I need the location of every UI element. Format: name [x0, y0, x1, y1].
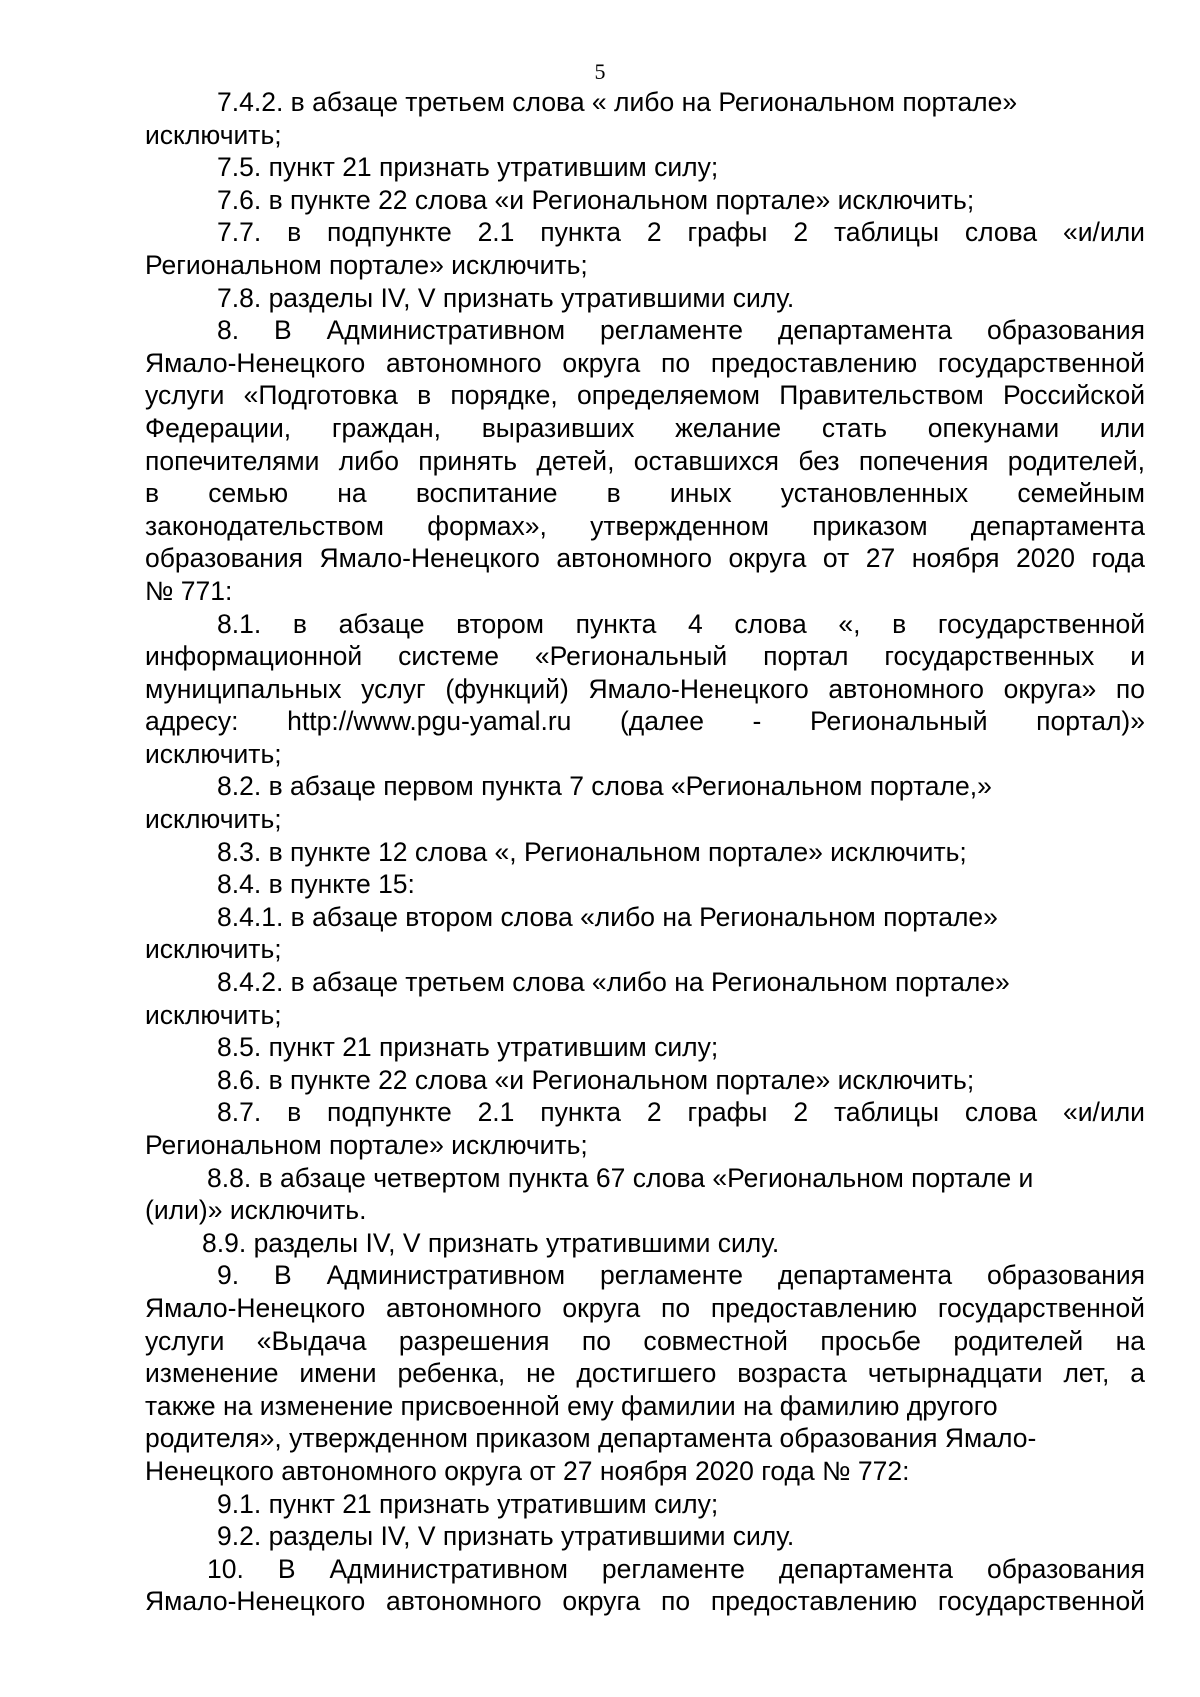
text-line: (или)» исключить. — [145, 1195, 367, 1226]
text-line: услуги «Выдача разрешения по совместной просьбе родителей на — [145, 1325, 1145, 1356]
text-line: 8.5. пункт 21 признать утратившим силу; — [217, 1032, 719, 1063]
text-line: исключить; — [145, 738, 282, 769]
text-line: 7.7. в подпункте 2.1 пункта 2 графы 2 таблицы слова «и/или — [217, 217, 1145, 248]
text-line: исключить; — [145, 119, 282, 150]
text-line: родителя», утвержденном приказом департамента образования Ямало- — [145, 1423, 1037, 1454]
text-line: образования Ямало-Ненецкого автономного округа от 27 ноября 2020 года — [145, 543, 1145, 574]
page-number: 5 — [594, 59, 606, 84]
text-line: Ямало-Ненецкого автономного округа по предоставлению государственной — [145, 347, 1145, 378]
text-line: 8.7. в подпункте 2.1 пункта 2 графы 2 таблицы слова «и/или — [217, 1097, 1145, 1128]
text-line: 9.1. пункт 21 признать утратившим силу; — [217, 1488, 719, 1519]
text-line: муниципальных услуг (функций) Ямало-Ненецкого автономного округа» по — [145, 673, 1145, 704]
text-line: исключить; — [145, 934, 282, 965]
text-line: исключить; — [145, 999, 282, 1030]
text-line: 7.5. пункт 21 признать утратившим силу; — [217, 152, 719, 183]
text-line: 9.2. разделы IV, V признать утратившими силу. — [217, 1521, 795, 1552]
text-line: Федерации, граждан, выразивших желание стать опекунами или — [145, 412, 1145, 443]
text-line: попечителями либо принять детей, оставшихся без попечения родителей, — [145, 445, 1145, 476]
text-line: 7.4.2. в абзаце третьем слова « либо на Региональном портале» — [217, 87, 1018, 117]
text-line: № 771: — [145, 575, 233, 606]
text-line: 8.1. в абзаце втором пункта 4 слова «, в государственной — [217, 608, 1145, 639]
text-line: услуги «Подготовка в порядке, определяемом Правительством Российской — [145, 380, 1145, 411]
text-line: 8.2. в абзаце первом пункта 7 слова «Региональном портале,» — [217, 771, 992, 802]
text-line: Ямало-Ненецкого автономного округа по предоставлению государственной — [145, 1292, 1145, 1323]
text-line: 8.8. в абзаце четвертом пункта 67 слова «Региональном портале и — [207, 1162, 1034, 1193]
text-line: 8.4.2. в абзаце третьем слова «либо на Региональном портале» — [217, 967, 1010, 998]
text-line: исключить; — [145, 804, 282, 835]
text-line: изменение имени ребенка, не достигшего возраста четырнадцати лет, а — [145, 1358, 1145, 1389]
text-line: также на изменение присвоенной ему фамилии на фамилию другого — [145, 1390, 998, 1421]
text-line: 8.3. в пункте 12 слова «, Региональном портале» исключить; — [217, 836, 967, 867]
text-line: в семью на воспитание в иных установленных семейным — [145, 478, 1145, 509]
text-line: 10. В Административном регламенте департамента образования — [207, 1553, 1145, 1584]
document-body — [145, 86, 1145, 1618]
text-line: адресу: http://www.pgu-yamal.ru (далее - Региональный портал)» — [145, 706, 1145, 737]
text-line: 7.6. в пункте 22 слова «и Региональном портале» исключить; — [217, 184, 975, 215]
text-line: Ямало-Ненецкого автономного округа по предоставлению государственной — [145, 1586, 1145, 1617]
text-line: 7.8. разделы IV, V признать утратившими силу. — [217, 282, 795, 313]
text-line: 9. В Административном регламенте департамента образования — [217, 1260, 1145, 1291]
text-line: законодательством формах», утвержденном приказом департамента — [145, 510, 1145, 541]
text-line: 8. В Административном регламенте департамента образования — [217, 315, 1145, 346]
text-line: Региональном портале» исключить; — [145, 249, 588, 280]
text-line: 8.6. в пункте 22 слова «и Региональном портале» исключить; — [217, 1064, 975, 1095]
text-line: Ненецкого автономного округа от 27 ноября 2020 года № 772: — [145, 1455, 910, 1486]
text-line: Региональном портале» исключить; — [145, 1130, 588, 1160]
text-line: 8.4. в пункте 15: — [217, 869, 415, 900]
text-line: информационной системе «Региональный портал государственных и — [145, 641, 1145, 672]
text-line: 8.9. разделы IV, V признать утратившими силу. — [202, 1227, 780, 1258]
text-line: 8.4.1. в абзаце втором слова «либо на Региональном портале» — [217, 901, 998, 932]
